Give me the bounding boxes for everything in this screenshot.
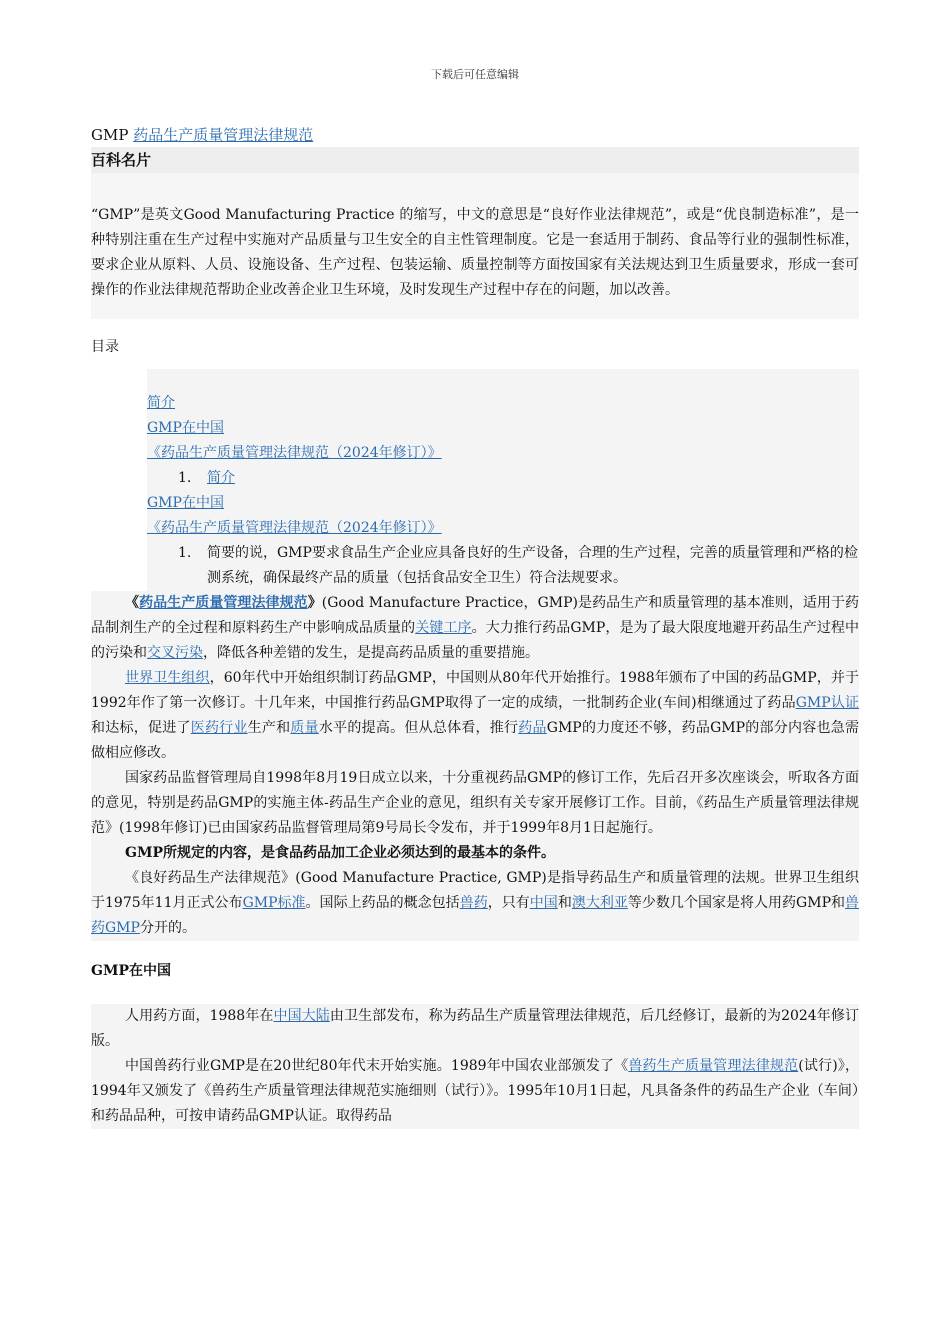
toc-heading: 目录 xyxy=(91,339,119,355)
section-body xyxy=(91,1004,859,1129)
p1-text-a: (Good Manufacture Practice，GMP)是药品生产和质量管理的基本准则，适用于药品制剂生产的全过程和原料药生产中影响成品质量的 xyxy=(91,595,860,636)
p2-text-e: GMP的力度还不够，药品GMP的部分内容也急需做相应修改。 xyxy=(91,720,860,761)
document-content xyxy=(91,124,859,1129)
table-of-contents xyxy=(147,369,859,591)
p6-link-mainland[interactable]: 中国大陆 xyxy=(273,1008,330,1024)
p5-link-vet-drug[interactable]: 兽药 xyxy=(459,895,488,911)
p2-link-pharma-industry[interactable]: 医药行业 xyxy=(190,720,248,736)
section-heading-gmp-china: GMP在中国 xyxy=(91,941,859,1004)
p1-link-regulation[interactable]: 药品生产质量管理法律规范 xyxy=(139,595,308,611)
p5-text-b: 。国际上药品的概念包括 xyxy=(305,895,460,911)
paragraph-5 xyxy=(91,866,859,941)
p2-text-c: 生产和 xyxy=(247,720,291,736)
toc-link-intro-sub[interactable]: 简介 xyxy=(207,470,235,486)
p1-close: 》 xyxy=(307,595,322,611)
paragraph-6 xyxy=(91,1004,859,1054)
p1-open: 《 xyxy=(125,595,140,611)
p5-link-vet-gmp[interactable]: 兽药GMP xyxy=(91,895,860,936)
toc-link-gmp-china[interactable]: GMP在中国 xyxy=(147,420,224,436)
toc-number: 1. xyxy=(178,470,192,486)
p2-link-gmp-cert[interactable]: GMP认证 xyxy=(795,695,859,711)
p2-text-a: ，60年代中开始组织制订药品GMP，中国则从80年代开始推行。1988年颁布了中国的药品GMP，并于1992年作了第一次修订。十几年来，中国推行药品GMP取得了一定的成绩，一批制药企业(车间)相继通过了药品 xyxy=(91,670,859,711)
p5-text-d: 和 xyxy=(557,895,572,911)
p1-link-key-process[interactable]: 关键工序 xyxy=(415,620,472,636)
toc-summary-text: 简要的说，GMP要求食品生产企业应具备良好的生产设备，合理的生产过程，完善的质量管理和严格的检测系统，确保最终产品的质量（包括食品安全卫生）符合法规要求。 xyxy=(207,545,858,586)
p5-link-china[interactable]: 中国 xyxy=(529,895,558,911)
intro-paragraph: “GMP”是英文Good Manufacturing Practice 的缩写，中文的意思是“良好作业法律规范”，或是“优良制造标准”，是一种特别注重在生产过程中实施对产品质量与卫生安全的自主性管理制度。它是一套适用于制药、食品等行业的强制性标准，要求企业从原料、人员、设施设备、生产过程、包装运输、质量控制等方面按国家有关法规达到卫生质量要求，形成一套可操作的作业法律规范帮助企业改善企业卫生环境，及时发现生产过程中存在的问题，加以改善。 xyxy=(91,173,859,319)
p5-text-a: 《良好药品生产法律规范》(Good Manufacture Practice, GMP)是指导药品生产和质量管理的法规。世界卫生组织于1975年11月正式公布 xyxy=(91,870,859,911)
article-body xyxy=(91,591,859,941)
toc-link-intro[interactable]: 简介 xyxy=(147,395,175,411)
p6-text-a: 人用药方面，1988年在 xyxy=(125,1008,274,1024)
p2-link-who[interactable]: 世界卫生组织 xyxy=(125,670,210,686)
p5-link-gmp-standard[interactable]: GMP标准 xyxy=(242,895,306,911)
toc-link-regulation[interactable]: 《药品生产质量管理法律规范（2024年修订）》 xyxy=(147,445,442,461)
p2-link-quality[interactable]: 质量 xyxy=(290,720,319,736)
paragraph-7 xyxy=(91,1054,859,1129)
baike-card-heading: 百科名片 xyxy=(91,147,859,173)
paragraph-1 xyxy=(91,591,859,666)
p1-text-b: 。大力推行药品GMP，是为了最大限度地避开药品生产过程中的污染和 xyxy=(91,620,860,661)
p5-text-c: ，只有 xyxy=(487,895,530,911)
document-title xyxy=(91,124,859,146)
toc-number-2: 1. xyxy=(178,545,192,561)
p7-text-a: 中国兽药行业GMP是在20世纪80年代末开始实施。1989年中国农业部颁发了《 xyxy=(125,1058,629,1074)
p7-text-b: (试行)》，1994年又颁发了《兽药生产质量管理法律规范实施细则（试行）》。1995年10月1日起，凡具备条件的药品生产企业（车间）和药品品种，可按申请药品GMP认证。取得药品 xyxy=(91,1058,859,1124)
title-prefix: GMP xyxy=(91,126,134,144)
p1-text-c: ，降低各种差错的发生，是提高药品质量的重要措施。 xyxy=(203,645,539,661)
toc-numbered-item xyxy=(147,466,859,491)
p1-link-cross-contamination[interactable]: 交叉污染 xyxy=(147,645,203,661)
toc-link-gmp-china-2[interactable]: GMP在中国 xyxy=(147,495,224,511)
paragraph-4: GMP所规定的内容，是食品药品加工企业必须达到的最基本的条件。 xyxy=(125,845,555,861)
p5-text-f: 分开的。 xyxy=(139,920,196,936)
p7-link-vet-regulation[interactable]: 兽药生产质量管理法律规范 xyxy=(628,1058,799,1074)
paragraph-2 xyxy=(91,666,859,766)
toc-summary-item xyxy=(147,541,859,591)
p2-text-d: 水平的提高。但从总体看，推行 xyxy=(318,720,519,736)
title-link[interactable]: 药品生产质量管理法律规范 xyxy=(133,126,314,144)
p5-text-e: 等少数几个国家是将人用药GMP和 xyxy=(627,895,846,911)
p6-text-b: 由卫生部发布，称为药品生产质量管理法律规范，后几经修订，最新的为2024年修订版。 xyxy=(91,1008,859,1049)
toc-link-regulation-2[interactable]: 《药品生产质量管理法律规范（2024年修订）》 xyxy=(147,520,442,536)
paragraph-3: 国家药品监督管理局自1998年8月19日成立以来，十分重视药品GMP的修订工作，先后召开多次座谈会，听取各方面的意见，特别是药品GMP的实施主体-药品生产企业的意见，组织有关专家开展修订工作。目前，《药品生产质量管理法律规范》(1998年修订)已由国家药品监督管理局第9号局长令发布，并于1999年8月1日起施行。 xyxy=(91,770,859,836)
p2-link-drug[interactable]: 药品 xyxy=(518,720,547,736)
p2-text-b: 和达标，促进了 xyxy=(91,720,191,736)
p5-link-australia[interactable]: 澳大利亚 xyxy=(571,895,628,911)
page-header-note: 下载后可任意编辑 xyxy=(431,68,519,81)
